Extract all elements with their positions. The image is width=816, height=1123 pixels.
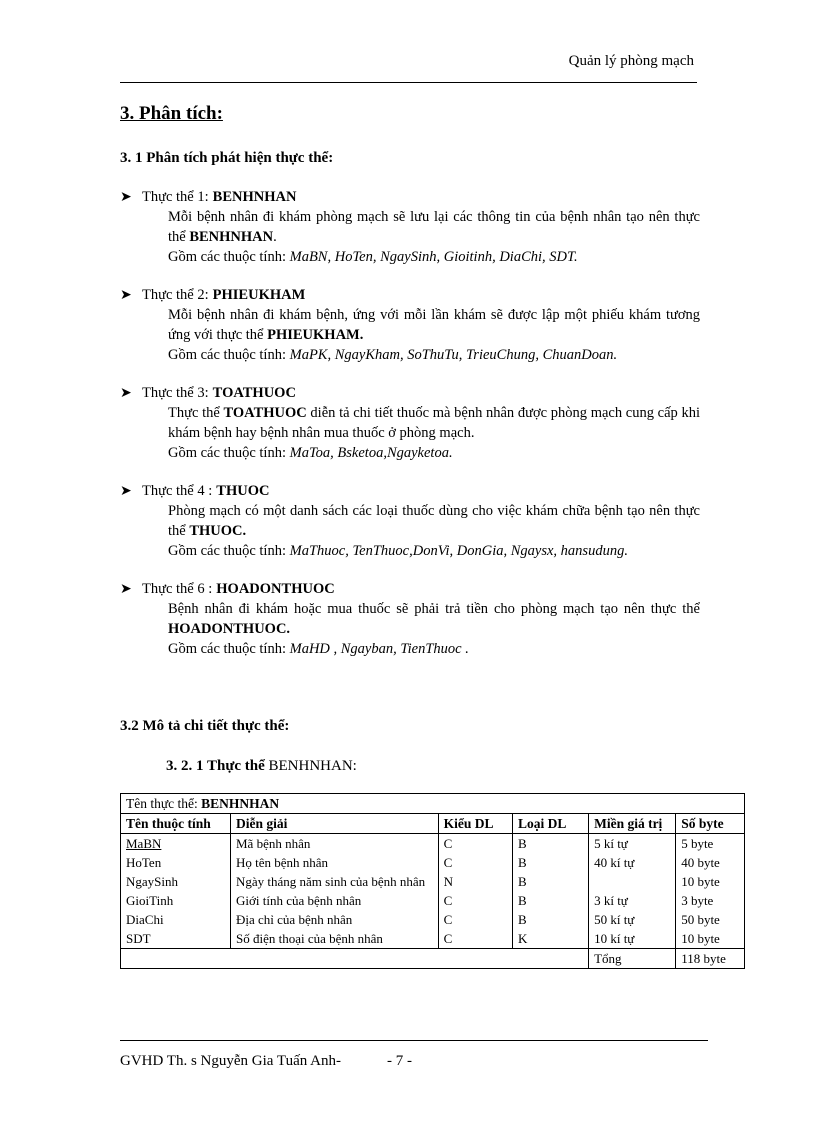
table-cell: B — [513, 834, 589, 854]
table-cell: Ngày tháng năm sinh của bệnh nhân — [231, 872, 439, 891]
attr-list: MaThuoc, TenThuoc,DonVi, DonGia, Ngaysx, hansudung. — [289, 543, 628, 559]
table-cell: Giới tính của bệnh nhân — [231, 891, 439, 910]
table-cell: B — [513, 910, 589, 929]
attr-list: MaToa, Bsketoa,Ngayketoa. — [289, 445, 453, 461]
table-cell: Số điện thoại của bệnh nhân — [231, 929, 439, 949]
attr-list: MaPK, NgayKham, SoThuTu, TrieuChung, ChuanDoan. — [289, 347, 618, 363]
arrow-bullet-icon: ➤ — [120, 385, 132, 401]
entity-prefix: Thực thể 2: — [142, 286, 209, 303]
table-header-cell: Tên thuộc tính — [121, 814, 231, 834]
table-cell: 3 kí tự — [589, 891, 676, 910]
entity-desc-tail: diễn tả chi tiết thuốc mà bệnh nhân được phòng mạch cung cấp khi khám bệnh hay bệnh nhân mua thuốc ở phòng mạch. — [168, 405, 700, 441]
table-cell: GioiTinh — [121, 891, 231, 910]
table-header-cell: Loại DL — [513, 814, 589, 834]
entity-name: PHIEUKHAM — [212, 286, 306, 303]
table-cell: 5 byte — [676, 834, 745, 854]
table-header-row — [121, 814, 745, 834]
table-cell: 10 byte — [676, 872, 745, 891]
table-cell: 10 byte — [676, 929, 745, 949]
table-cell: HoTen — [121, 853, 231, 872]
attr-label: Gồm các thuộc tính: — [168, 249, 290, 265]
entity-name: TOATHUOC — [212, 384, 296, 401]
entity-item — [120, 383, 700, 463]
table-row — [121, 872, 745, 891]
table-cell: 3 byte — [676, 891, 745, 910]
table-total-value: 118 byte — [676, 949, 745, 969]
footer — [120, 1053, 412, 1070]
table-cell: 5 kí tự — [589, 834, 676, 854]
table-cell — [589, 872, 676, 891]
entity-prefix: Thực thể 1: — [142, 188, 209, 205]
table-cell: DiaChi — [121, 910, 231, 929]
table-cell: Mã bệnh nhân — [231, 834, 439, 854]
attr-label: Gồm các thuộc tính: — [168, 445, 290, 461]
entity-name: HOADONTHUOC — [216, 580, 335, 597]
table-caption-label: Tên thực thể: — [126, 795, 202, 811]
entity-table — [120, 793, 745, 969]
table-row — [121, 834, 745, 854]
table-caption — [121, 794, 745, 814]
table-header-cell: Diễn giải — [231, 814, 439, 834]
entity-desc: Bệnh nhân đi khám hoặc mua thuốc sẽ phải trả tiền cho phòng mạch tạo nên thực thể — [168, 601, 700, 617]
footer-rule — [120, 1040, 708, 1041]
entity-desc: Phòng mạch có một danh sách các loại thuốc dùng cho việc khám chữa bệnh tạo nên thực thể — [168, 503, 700, 539]
running-header: Quản lý phòng mạch — [568, 53, 694, 69]
table-cell: C — [438, 910, 512, 929]
table-cell: N — [438, 872, 512, 891]
table-cell: B — [513, 891, 589, 910]
section-title: 3. Phân tích: — [120, 103, 223, 124]
table-cell: C — [438, 853, 512, 872]
arrow-bullet-icon: ➤ — [120, 189, 132, 205]
entity-desc: Thực thể — [168, 405, 224, 421]
table-header-cell: Số byte — [676, 814, 745, 834]
table-total-row — [121, 949, 745, 969]
attr-list: MaBN, HoTen, NgaySinh, Gioitinh, DiaChi, SDT. — [289, 249, 578, 265]
subsection-title: 3. 1 Phân tích phát hiện thực thể: — [120, 150, 334, 166]
table-cell: MaBN — [121, 834, 231, 854]
entity-desc-name: THUOC. — [189, 523, 247, 539]
table-cell: 50 kí tự — [589, 910, 676, 929]
entity-prefix: Thực thể 6 : — [142, 580, 213, 597]
attr-label: Gồm các thuộc tính: — [168, 347, 290, 363]
table-cell: B — [513, 853, 589, 872]
entity-desc-name: TOATHUOC — [223, 405, 307, 421]
table-cell: K — [513, 929, 589, 949]
table-row — [121, 910, 745, 929]
table-header-cell: Kiểu DL — [438, 814, 512, 834]
arrow-bullet-icon: ➤ — [120, 483, 132, 499]
entity-desc-tail: . — [273, 229, 277, 245]
entity-item — [120, 579, 700, 659]
footer-text: GVHD Th. s Nguyễn Gia Tuấn Anh- — [120, 1053, 341, 1069]
table-cell: NgaySinh — [121, 872, 231, 891]
table-cell: 40 byte — [676, 853, 745, 872]
header-rule — [120, 82, 697, 83]
attr-label: Gồm các thuộc tính: — [168, 543, 290, 559]
entity-desc: Mỗi bệnh nhân đi khám bệnh, ứng với mỗi lần khám sẽ được lập một phiếu khám tương ứng với thực thể — [168, 307, 700, 343]
table-cell: 40 kí tự — [589, 853, 676, 872]
entity-desc-name: HOADONTHUOC. — [168, 621, 291, 637]
table-cell: C — [438, 891, 512, 910]
table-cell: SDT — [121, 929, 231, 949]
subsection-title-2: 3.2 Mô tả chi tiết thực thể: — [120, 718, 290, 734]
table-row — [121, 929, 745, 949]
arrow-bullet-icon: ➤ — [120, 581, 132, 597]
table-cell: B — [513, 872, 589, 891]
table-row — [121, 853, 745, 872]
entity-name: BENHNHAN — [212, 188, 297, 205]
subsubsection-number: 3. 2. 1 Thực thể — [166, 758, 265, 774]
table-cell: Họ tên bệnh nhân — [231, 853, 439, 872]
table-cell: 10 kí tự — [589, 929, 676, 949]
arrow-bullet-icon: ➤ — [120, 287, 132, 303]
entity-prefix: Thực thể 3: — [142, 384, 209, 401]
attr-list: MaHD , Ngayban, TienThuoc . — [289, 641, 469, 657]
table-total-spacer — [121, 949, 589, 969]
table-row — [121, 891, 745, 910]
entity-desc: Mỗi bệnh nhân đi khám phòng mạch sẽ lưu lại các thông tin của bệnh nhân tạo nên thực thể — [168, 209, 700, 245]
entity-item — [120, 481, 700, 561]
entity-desc-name: PHIEUKHAM. — [267, 327, 364, 343]
entity-name: THUOC — [216, 482, 270, 499]
table-total-label: Tổng — [589, 949, 676, 969]
attr-label: Gồm các thuộc tính: — [168, 641, 290, 657]
table-cell: Địa chỉ của bệnh nhân — [231, 910, 439, 929]
table-header-cell: Miền giá trị — [589, 814, 676, 834]
entity-desc-name: BENHNHAN — [189, 229, 274, 245]
table-cell: 50 byte — [676, 910, 745, 929]
table-cell: C — [438, 834, 512, 854]
subsubsection-title — [166, 758, 357, 775]
table-caption-name: BENHNHAN — [201, 795, 280, 811]
entity-item — [120, 285, 700, 365]
table-cell: C — [438, 929, 512, 949]
subsubsection-name: BENHNHAN: — [264, 758, 357, 774]
page-number: - 7 - — [386, 1053, 412, 1069]
entity-item — [120, 187, 700, 267]
entity-prefix: Thực thể 4 : — [142, 482, 213, 499]
